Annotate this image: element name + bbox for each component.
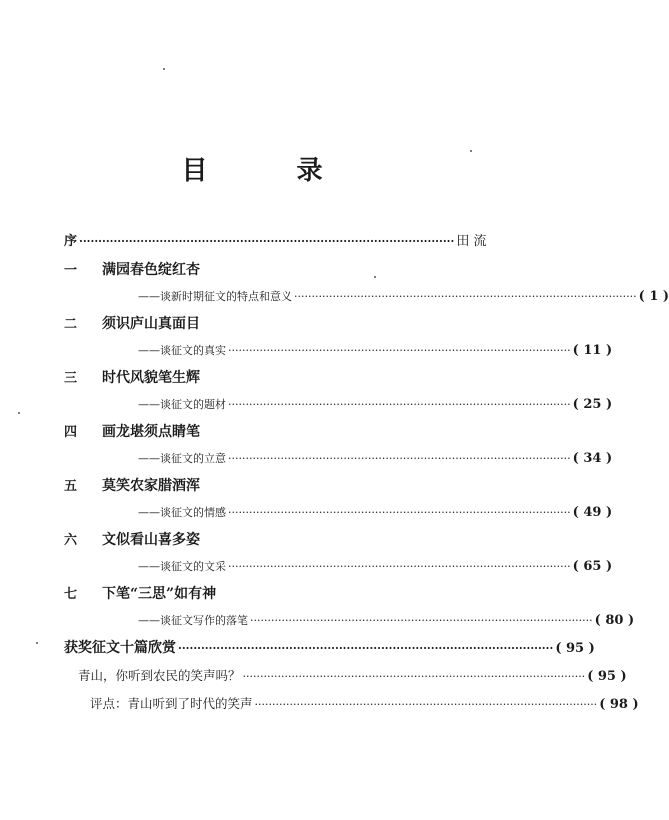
entry-subtitle: ——谈征文的立意 bbox=[138, 452, 226, 465]
toc-entry-subtitle[interactable] bbox=[64, 500, 613, 526]
toc-entry-subtitle[interactable] bbox=[64, 608, 635, 634]
entry-page: ( 1 ) bbox=[638, 289, 669, 304]
entry-author: 田 流 bbox=[456, 234, 487, 249]
entry-page: ( 25 ) bbox=[572, 397, 613, 412]
scan-speck bbox=[163, 68, 165, 70]
entry-title: 莫笑农家腊酒浑 bbox=[102, 478, 200, 494]
toc-entry-chapter[interactable] bbox=[64, 256, 424, 284]
entry-title: 满园春色绽红杏 bbox=[102, 262, 200, 278]
dot-leader: ·································································································· bbox=[242, 670, 586, 683]
toc-entry-section[interactable] bbox=[64, 634, 595, 662]
toc-entry-article[interactable] bbox=[64, 662, 627, 690]
entry-subtitle: ——谈征文的情感 bbox=[138, 506, 226, 519]
entry-subtitle: ——谈新时期征文的特点和意义 bbox=[138, 290, 292, 303]
dot-leader: ·································································································· bbox=[294, 290, 637, 303]
toc-entry-chapter[interactable] bbox=[64, 472, 424, 500]
dot-leader: ·································································································· bbox=[228, 560, 571, 573]
entry-subtitle: ——谈征文的文采 bbox=[138, 560, 226, 573]
toc-entry-chapter[interactable] bbox=[64, 310, 424, 338]
entry-page: ( 95 ) bbox=[587, 669, 627, 684]
toc-entry-chapter[interactable] bbox=[64, 526, 424, 554]
entry-title: 须识庐山真面目 bbox=[102, 316, 200, 332]
entry-title: 画龙堪须点睛笔 bbox=[102, 424, 200, 440]
dot-leader: ·································································································· bbox=[79, 235, 455, 248]
entry-number: 二 bbox=[64, 317, 78, 332]
dot-leader: ·································································································· bbox=[178, 642, 554, 655]
dot-leader: ·································································································· bbox=[228, 506, 571, 519]
toc-entry-subtitle[interactable] bbox=[64, 284, 669, 310]
entry-page: ( 11 ) bbox=[572, 343, 613, 358]
entry-number: 一 bbox=[64, 263, 78, 278]
entry-page: ( 34 ) bbox=[572, 451, 613, 466]
entry-number: 三 bbox=[64, 371, 78, 386]
entry-title: 青山，你听到农民的笑声吗？ bbox=[78, 668, 241, 683]
table-of-contents bbox=[64, 228, 669, 718]
entry-subtitle: ——谈征文的真实 bbox=[138, 344, 226, 357]
entry-page: ( 98 ) bbox=[599, 697, 639, 712]
entry-page: ( 65 ) bbox=[572, 559, 613, 574]
dot-leader: ·································································································· bbox=[228, 344, 571, 357]
entry-title: 文似看山喜多姿 bbox=[102, 532, 200, 548]
scan-speck bbox=[18, 412, 20, 414]
entry-title: 下笔“三思”如有神 bbox=[102, 586, 217, 602]
entry-number: 四 bbox=[64, 425, 78, 440]
toc-entry-subtitle[interactable] bbox=[64, 554, 613, 580]
entry-title: 评点：青山听到了时代的笑声 bbox=[90, 696, 253, 711]
dot-leader: ·································································································· bbox=[254, 698, 598, 711]
toc-entry-preface[interactable] bbox=[64, 228, 487, 256]
toc-entry-subtitle[interactable] bbox=[64, 392, 613, 418]
entry-subtitle: ——谈征文写作的落笔 bbox=[138, 614, 248, 627]
entry-page: ( 80 ) bbox=[594, 613, 635, 628]
toc-entry-chapter[interactable] bbox=[64, 580, 424, 608]
entry-number: 五 bbox=[64, 479, 78, 494]
toc-entry-subtitle[interactable] bbox=[64, 446, 613, 472]
toc-entry-article[interactable] bbox=[64, 690, 639, 718]
entry-number: 七 bbox=[64, 587, 78, 602]
dot-leader: ·································································································· bbox=[228, 452, 571, 465]
toc-entry-chapter[interactable] bbox=[64, 364, 424, 392]
dot-leader: ·································································································· bbox=[228, 398, 571, 411]
dot-leader: ·································································································· bbox=[250, 614, 593, 627]
entry-title: 获奖征文十篇欣赏 bbox=[64, 640, 176, 656]
entry-page: ( 49 ) bbox=[572, 505, 613, 520]
scan-speck bbox=[374, 276, 376, 278]
entry-subtitle: ——谈征文的题材 bbox=[138, 398, 226, 411]
entry-page: ( 95 ) bbox=[555, 641, 595, 656]
toc-entry-chapter[interactable] bbox=[64, 418, 424, 446]
page-title: 目 录 bbox=[181, 156, 363, 186]
scan-speck bbox=[36, 642, 38, 644]
scan-speck bbox=[470, 150, 472, 152]
entry-number: 六 bbox=[64, 533, 78, 548]
toc-entry-subtitle[interactable] bbox=[64, 338, 613, 364]
entry-number: 序 bbox=[64, 234, 78, 249]
entry-title: 时代风貌笔生辉 bbox=[102, 370, 200, 386]
